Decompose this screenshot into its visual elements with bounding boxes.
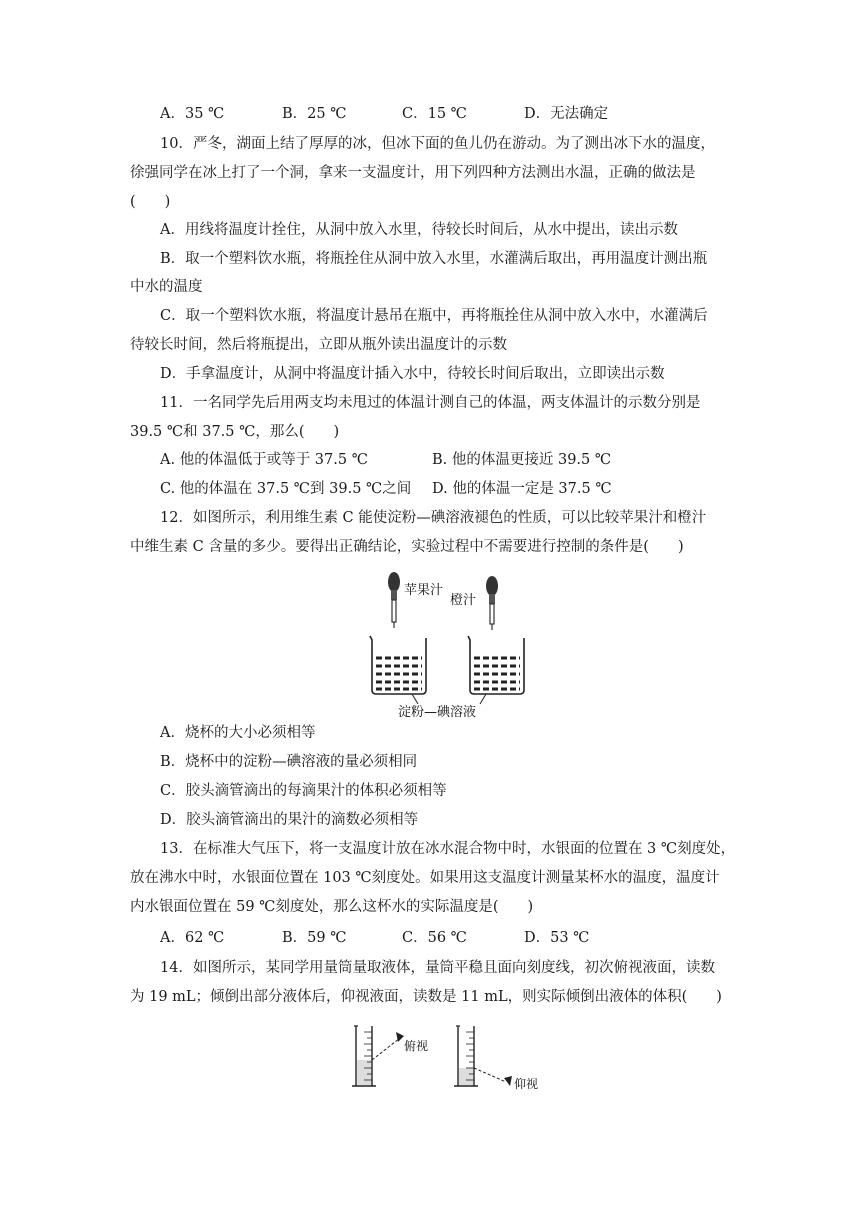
q10-stem-line-1: 10．严冬，湖面上结了厚厚的冰，但冰下面的鱼儿仍在游动。为了测出冰下水的温度， xyxy=(160,136,715,152)
q12-figure xyxy=(362,570,562,720)
q10-option-c-line-2: 待较长时间，然后将瓶提出，立即从瓶外读出温度计的示数 xyxy=(130,337,507,353)
q12-option-b: B．烧杯中的淀粉—碘溶液的量必须相同 xyxy=(160,754,418,770)
q11-option-c: C. 他的体温在 37.5 ℃到 39.5 ℃之间 xyxy=(160,481,412,497)
q11-stem-line-2: 39.5 ℃和 37.5 ℃，那么( ) xyxy=(130,424,340,440)
apple-juice-dropper-icon xyxy=(388,572,400,628)
q13-option-b: B．59 ℃ xyxy=(282,930,347,946)
orange-juice-label: 橙汁 xyxy=(450,593,477,608)
q11-stem-line-1: 11．一名同学先后用两支均未甩过的体温计测自己的体温，两支体温计的示数分别是 xyxy=(160,395,701,411)
q10-option-c-line-1: C．取一个塑料饮水瓶，将温度计悬吊在瓶中，再将瓶拴住从洞中放入水中，水灌满后 xyxy=(160,308,708,324)
look-up-label: 仰视 xyxy=(514,1077,539,1091)
q9-option-a: A．35 ℃ xyxy=(160,106,225,122)
q11-option-d: D. 他的体温一定是 37.5 ℃ xyxy=(432,481,612,497)
starch-iodine-label: 淀粉—碘溶液 xyxy=(398,705,477,720)
q13-option-a: A．62 ℃ xyxy=(160,930,225,946)
apple-juice-label: 苹果汁 xyxy=(404,583,444,598)
q12-stem-line-2: 中维生素 C 含量的多少。要得出正确结论，实验过程中不需要进行控制的条件是( ) xyxy=(130,539,684,555)
q14-stem-line-1: 14．如图所示，某同学用量筒量取液体，量筒平稳且面向刻度线，初次俯视液面，读数 xyxy=(160,960,715,976)
left-beaker-icon xyxy=(370,636,426,694)
look-down-label: 俯视 xyxy=(404,1039,429,1053)
q10-stem-line-3: ( ) xyxy=(130,194,171,210)
q10-option-a: A．用线将温度计拴住，从洞中放入水里，待较长时间后，从水中提出，读出示数 xyxy=(160,222,678,238)
q11-option-a: A. 他的体温低于或等于 37.5 ℃ xyxy=(160,452,368,468)
q14-figure xyxy=(350,1020,580,1100)
q11-option-b: B. 他的体温更接近 39.5 ℃ xyxy=(432,452,612,468)
q12-option-d: D．胶头滴管滴出的果汁的滴数必须相等 xyxy=(160,812,419,828)
q13-option-d: D．53 ℃ xyxy=(524,930,590,946)
q13-stem-line-2: 放在沸水中时，水银面位置在 103 ℃刻度处。如果用这支温度计测量某杯水的温度，温度计 xyxy=(130,870,720,886)
q9-option-c: C．15 ℃ xyxy=(402,106,467,122)
q13-option-c: C．56 ℃ xyxy=(402,930,467,946)
right-beaker-icon xyxy=(468,636,524,694)
q13-stem-line-1: 13．在标准大气压下，将一支温度计放在冰水混合物中时，水银面的位置在 3 ℃刻度处， xyxy=(160,841,736,857)
q10-option-d: D．手拿温度计，从洞中将温度计插入水中，待较长时间后取出，立即读出示数 xyxy=(160,366,665,382)
orange-juice-dropper-icon xyxy=(486,576,498,630)
q10-option-b-line-1: B．取一个塑料饮水瓶，将瓶拴住从洞中放入水里，水灌满后取出，再用温度计测出瓶 xyxy=(160,251,708,267)
q13-options xyxy=(0,928,860,948)
q13-stem-line-3: 内水银面位置在 59 ℃刻度处，那么这杯水的实际温度是( ) xyxy=(130,899,534,915)
q11-options-row-1 xyxy=(0,450,860,470)
q12-option-c: C．胶头滴管滴出的每滴果汁的体积必须相等 xyxy=(160,783,447,799)
eye-bottom-icon xyxy=(504,1076,512,1086)
q9-options xyxy=(0,104,860,124)
q14-stem-line-2: 为 19 mL；倾倒出部分液体后，仰视液面，读数是 11 mL，则实际倾倒出液体的体积( ) xyxy=(130,989,722,1005)
q12-stem-line-1: 12．如图所示，利用维生素 C 能使淀粉—碘溶液褪色的性质，可以比较苹果汁和橙汁 xyxy=(160,510,707,526)
q12-option-a: A．烧杯的大小必须相等 xyxy=(160,725,316,741)
q11-options-row-2 xyxy=(0,479,860,499)
q9-option-b: B．25 ℃ xyxy=(282,106,347,122)
q9-option-d: D．无法确定 xyxy=(524,106,609,122)
q10-option-b-line-2: 中水的温度 xyxy=(130,279,203,295)
q10-stem-line-2: 徐强同学在冰上打了一个洞，拿来一支温度计，用下列四种方法测出水温，正确的做法是 xyxy=(130,165,696,181)
left-cylinder-icon xyxy=(352,1026,400,1086)
right-cylinder-icon xyxy=(454,1026,506,1086)
